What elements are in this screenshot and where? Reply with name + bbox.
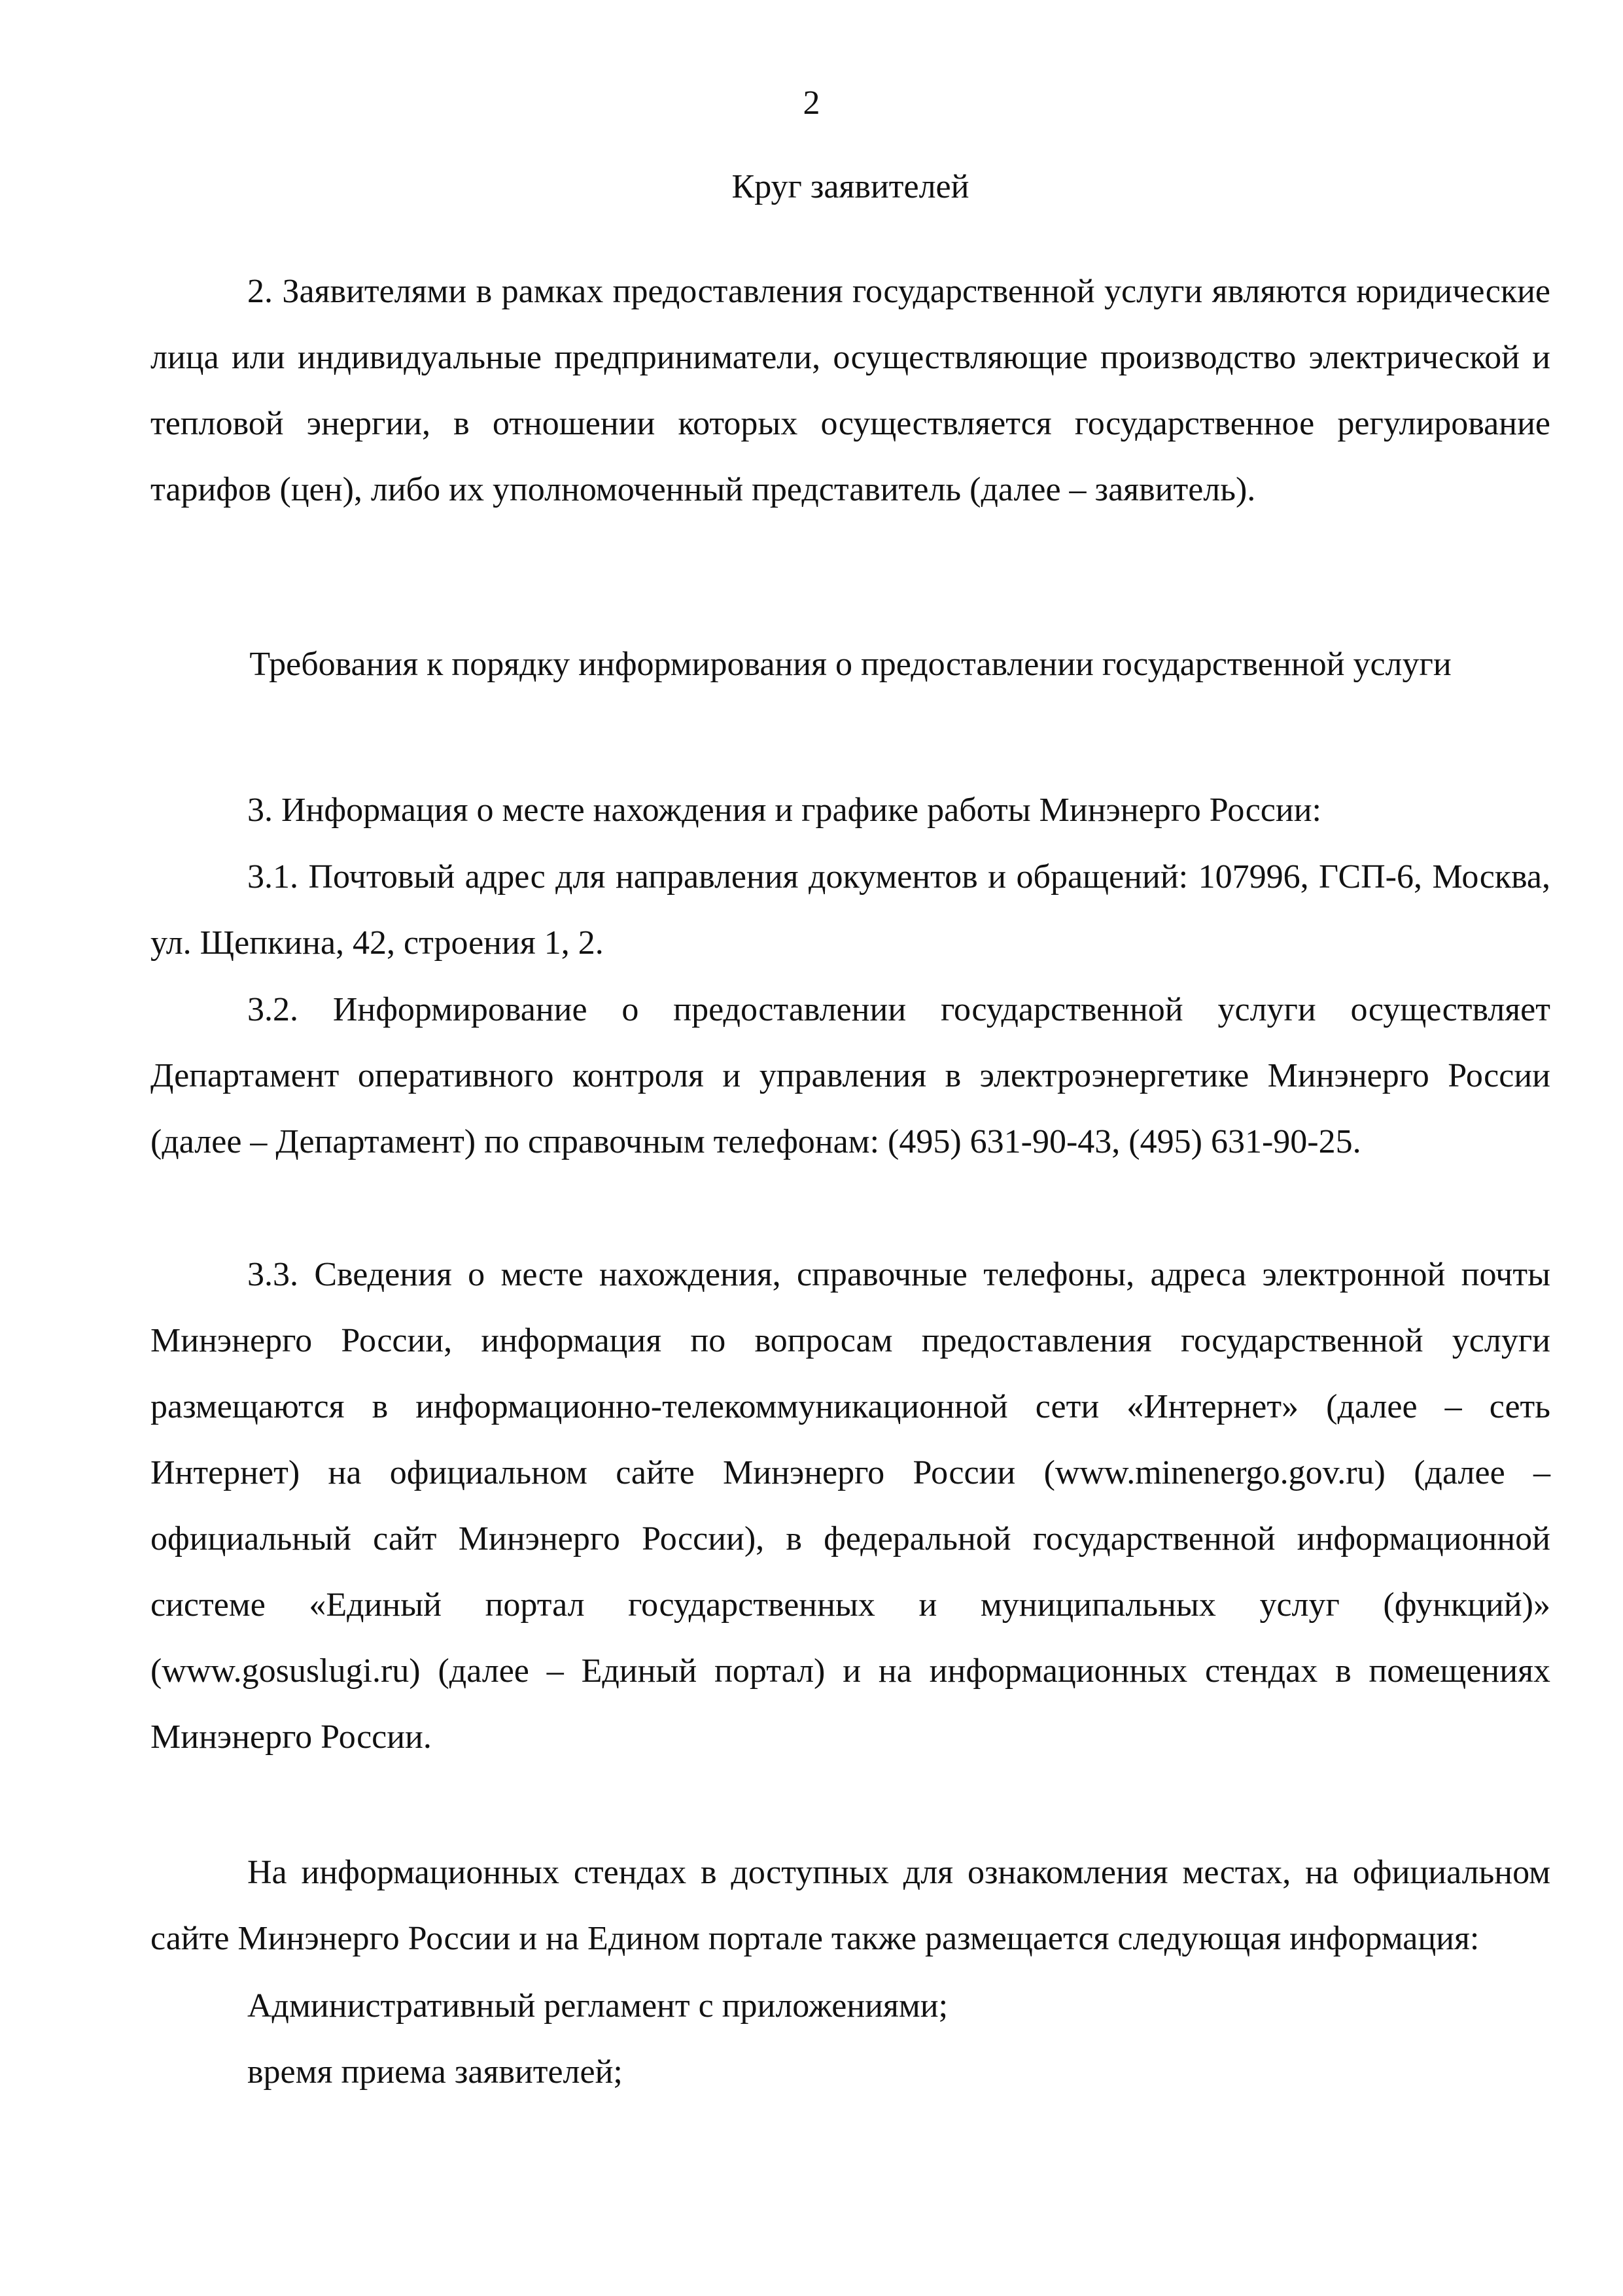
page-number: 2 [803, 84, 820, 122]
paragraph-3-1: 3.1. Почтовый адрес для направления документов и обращений: 107996, ГСП-6, Москва, ул. Щепкина, 42, строения 1, 2. [150, 858, 1550, 962]
paragraph-3-2: 3.2. Информирование о предоставлении государственной услуги осуществляет Департамент оперативного контроля и управления в электроэнергетике Минэнерго России (далее – Департамент) по справочным телефонам: (495) 631-90-43, (495) 631-90-25. [150, 991, 1550, 1160]
paragraph-3: 3. Информация о месте нахождения и графике работы Минэнерго России: [247, 791, 1321, 829]
section-title-informing: Требования к порядку информирования о предоставлении государственной услуги [249, 646, 1452, 683]
paragraph-3-3: 3.3. Сведения о месте нахождения, справочные телефоны, адреса электронной почты Минэнерго России, информация по вопросам предоставления государственной услуги размещаются в информационно-телекоммуникационной сети «Интернет» (далее – сеть Интернет) на официальном сайте Минэнерго России (www.minenergo.gov.ru) (далее – официальный сайт Минэнерго России), в федеральной государственной информационной системе «Единый портал государственных и муниципальных услуг (функций)» (www.gosuslugi.ru) (далее – Единый портал) и на информационных стендах в помещениях Минэнерго России. [150, 1256, 1550, 1756]
paragraph-2: 2. Заявителями в рамках предоставления государственной услуги являются юридические лица или индивидуальные предприниматели, осуществляющие производство электрической и тепловой энергии, в отношении которых осуществляется государственное регулирование тарифов (цен), либо их уполномоченный представитель (далее – заявитель). [150, 273, 1550, 508]
list-item: Административный регламент с приложениями; [247, 1987, 949, 2025]
list-item: время приема заявителей; [247, 2053, 623, 2091]
paragraph-info-stands: На информационных стендах в доступных для ознакомления местах, на официальном сайте Минэнерго России и на Едином портале также размещается следующая информация: [150, 1854, 1550, 1957]
section-title-applicants: Круг заявителей [731, 168, 969, 205]
